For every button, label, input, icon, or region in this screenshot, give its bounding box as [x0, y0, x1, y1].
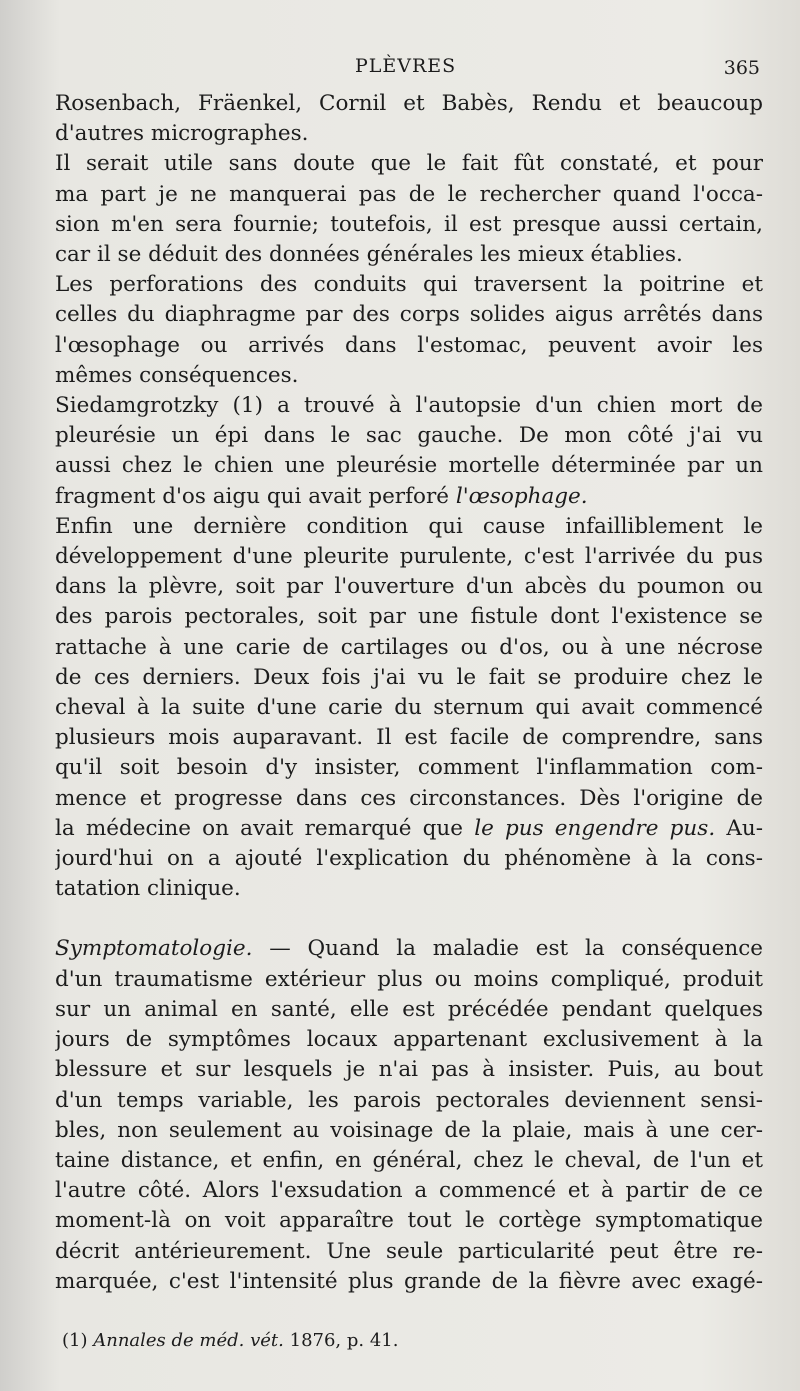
text-line: bles, non seulement au voisinage de la plaie, mais à une cer-: [55, 1117, 763, 1143]
text-line: d'autres micrographes.: [55, 121, 309, 147]
text-line: moment-là on voit apparaître tout le cortège symptomatique: [55, 1208, 763, 1234]
text-line: des parois pectorales, soit par une fistule dont l'existence se: [55, 604, 763, 630]
text-line: blessure et sur lesquels je n'ai pas à insister. Puis, au bout: [55, 1057, 763, 1083]
text-line: sion m'en sera fournie; toutefois, il est presque aussi certain,: [55, 211, 763, 237]
text-line: plusieurs mois auparavant. Il est facile de comprendre, sans: [55, 725, 763, 751]
text-line: cheval à la suite d'une carie du sternum qui avait commencé: [55, 695, 763, 721]
text-run: — Quand la maladie est la conséquence: [269, 936, 763, 962]
text-line: [55, 934, 763, 964]
text-line: de ces derniers. Deux fois j'ai vu le fait se produire chez le: [55, 664, 763, 690]
text-line: car il se déduit des données générales les mieux établies.: [55, 242, 683, 268]
text-line: sur un animal en santé, elle est précédée pendant quelques: [55, 996, 763, 1022]
text-line: l'œsophage ou arrivés dans l'estomac, peuvent avoir les: [55, 332, 763, 358]
text-line: Les perforations des conduits qui traversent la poitrine et: [55, 272, 763, 298]
text-line: celles du diaphragme par des corps solides aigus arrêtés dans: [55, 302, 763, 328]
body-text: [55, 89, 763, 1297]
footnote-source: Annales de méd. vét.: [93, 1330, 284, 1351]
text-line: [55, 482, 763, 512]
text-line: Rosenbach, Fräenkel, Cornil et Babès, Rendu et beaucoup: [55, 91, 763, 116]
text-line: Enfin une dernière condition qui cause infailliblement le: [55, 513, 763, 539]
text-line: jours de symptômes locaux appartenant exclusivement à la: [55, 1027, 763, 1053]
text-line: jourd'hui on a ajouté l'explication du phénomène à la cons-: [55, 846, 763, 872]
text-line: d'un traumatisme extérieur plus ou moins compliqué, produit: [55, 966, 763, 992]
footnote: [62, 1330, 398, 1351]
text-line: dans la plèvre, soit par l'ouverture d'un abcès du poumon ou: [55, 574, 763, 600]
italic-run: le pus engendre pus.: [474, 815, 716, 841]
text-line: mêmes conséquences.: [55, 362, 299, 388]
text-line: Siedamgrotzky (1) a trouvé à l'autopsie d'un chien mort de: [55, 393, 763, 419]
footnote-marker: (1): [62, 1330, 88, 1351]
text-line: pleurésie un épi dans le sac gauche. De mon côté j'ai vu: [55, 423, 763, 449]
text-line: l'autre côté. Alors l'exsudation a commencé et à partir de ce: [55, 1178, 763, 1204]
section-heading: Symptomatologie.: [55, 936, 253, 962]
text-line: Il serait utile sans doute que le fait fût constaté, et pour: [55, 151, 763, 177]
text-run: fragment d'os aigu qui avait perforé: [55, 483, 449, 509]
text-line: développement d'une pleurite purulente, c'est l'arrivée du pus: [55, 544, 763, 570]
text-line: rattache à une carie de cartilages ou d'os, ou à une nécrose: [55, 634, 763, 660]
text-run: Au-: [726, 815, 763, 841]
italic-run: l'œsophage.: [455, 483, 588, 509]
text-line: mence et progresse dans ces circonstances. Dès l'origine de: [55, 785, 763, 811]
text-line: tatation clinique.: [55, 876, 241, 902]
text-line: ma part je ne manquerai pas de le rechercher quand l'occa-: [55, 181, 763, 207]
page-header: [0, 55, 800, 87]
text-line: décrit antérieurement. Une seule particularité peut être re-: [55, 1238, 763, 1264]
page-number: 365: [723, 57, 760, 79]
text-line: taine distance, et enfin, en général, chez le cheval, de l'un et: [55, 1147, 763, 1173]
text-line: aussi chez le chien une pleurésie mortelle déterminée par un: [55, 453, 763, 479]
text-line: [55, 814, 763, 844]
footnote-details: 1876, p. 41.: [289, 1330, 399, 1351]
text-run: la médecine on avait remarqué que: [55, 815, 463, 841]
running-title: PLÈVRES: [355, 55, 457, 77]
text-line: d'un temps variable, les parois pectorales deviennent sensi-: [55, 1087, 763, 1113]
section-gap: [55, 904, 763, 934]
text-line: qu'il soit besoin d'y insister, comment l'inflammation com-: [55, 755, 763, 781]
text-line: marquée, c'est l'intensité plus grande de la fièvre avec exagé-: [55, 1268, 763, 1294]
